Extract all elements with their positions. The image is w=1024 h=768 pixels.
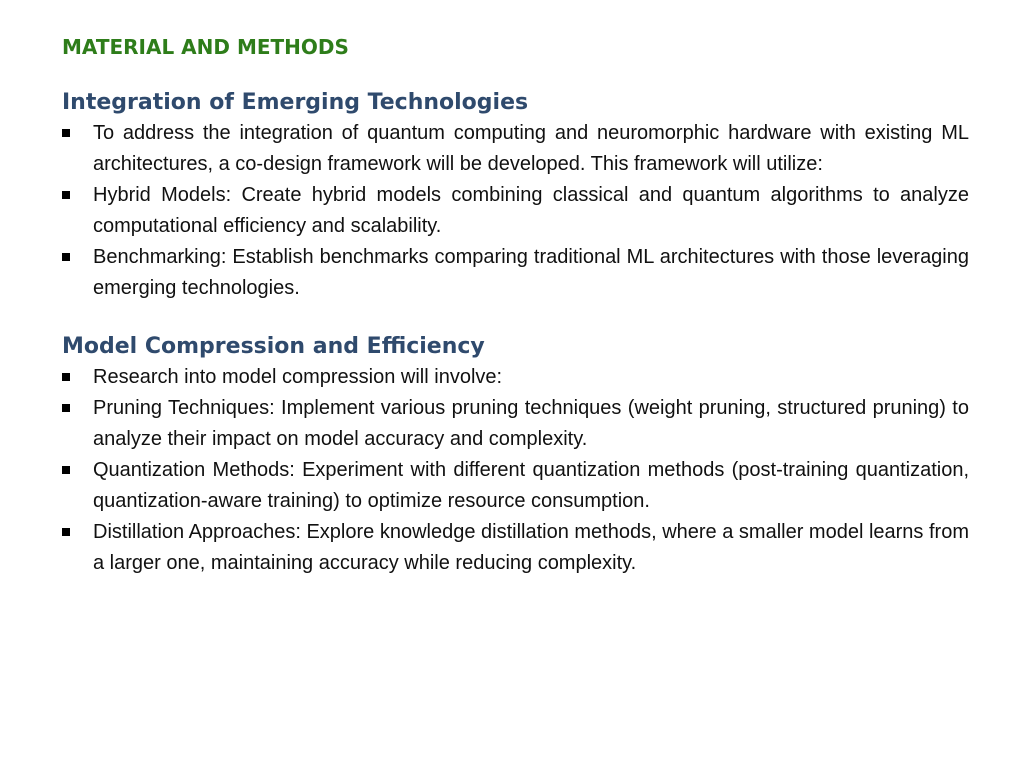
- page-title: MATERIAL AND METHODS: [62, 35, 349, 59]
- list-item: [62, 517, 969, 579]
- bullet-list: [62, 362, 969, 579]
- list-item: [62, 118, 969, 180]
- list-item: [62, 455, 969, 517]
- section-heading: Integration of Emerging Technologies: [62, 90, 529, 115]
- list-item-text: Benchmarking: Establish benchmarks comparing traditional ML architectures with those leveraging emerging technologies.: [93, 246, 969, 299]
- section-model-compression: [62, 332, 969, 579]
- square-bullet-icon: [62, 466, 70, 474]
- list-item-text: Distillation Approaches: Explore knowledge distillation methods, where a smaller model learns from a larger one, maintaining accuracy while reducing complexity.: [93, 521, 969, 574]
- list-item: [62, 242, 969, 304]
- section-heading: Model Compression and Efficiency: [62, 334, 485, 359]
- bullet-list: [62, 118, 969, 304]
- list-item-text: To address the integration of quantum computing and neuromorphic hardware with existing ML architectures, a co-design framework will be developed. This framework will utilize:: [93, 122, 969, 175]
- list-item: [62, 362, 969, 393]
- list-item: [62, 180, 969, 242]
- square-bullet-icon: [62, 253, 70, 261]
- list-item-text: Hybrid Models: Create hybrid models combining classical and quantum algorithms to analyze computational efficiency and scalability.: [93, 184, 969, 237]
- list-item: [62, 393, 969, 455]
- list-item-text: Research into model compression will involve:: [93, 366, 503, 388]
- list-item-text: Pruning Techniques: Implement various pruning techniques (weight pruning, structured pruning) to analyze their impact on model accuracy and complexity.: [93, 397, 969, 450]
- square-bullet-icon: [62, 528, 70, 536]
- square-bullet-icon: [62, 404, 70, 412]
- square-bullet-icon: [62, 129, 70, 137]
- list-item-text: Quantization Methods: Experiment with different quantization methods (post-training quantization, quantization-aware training) to optimize resource consumption.: [93, 459, 969, 512]
- square-bullet-icon: [62, 191, 70, 199]
- section-emerging-technologies: [62, 88, 969, 304]
- square-bullet-icon: [62, 373, 70, 381]
